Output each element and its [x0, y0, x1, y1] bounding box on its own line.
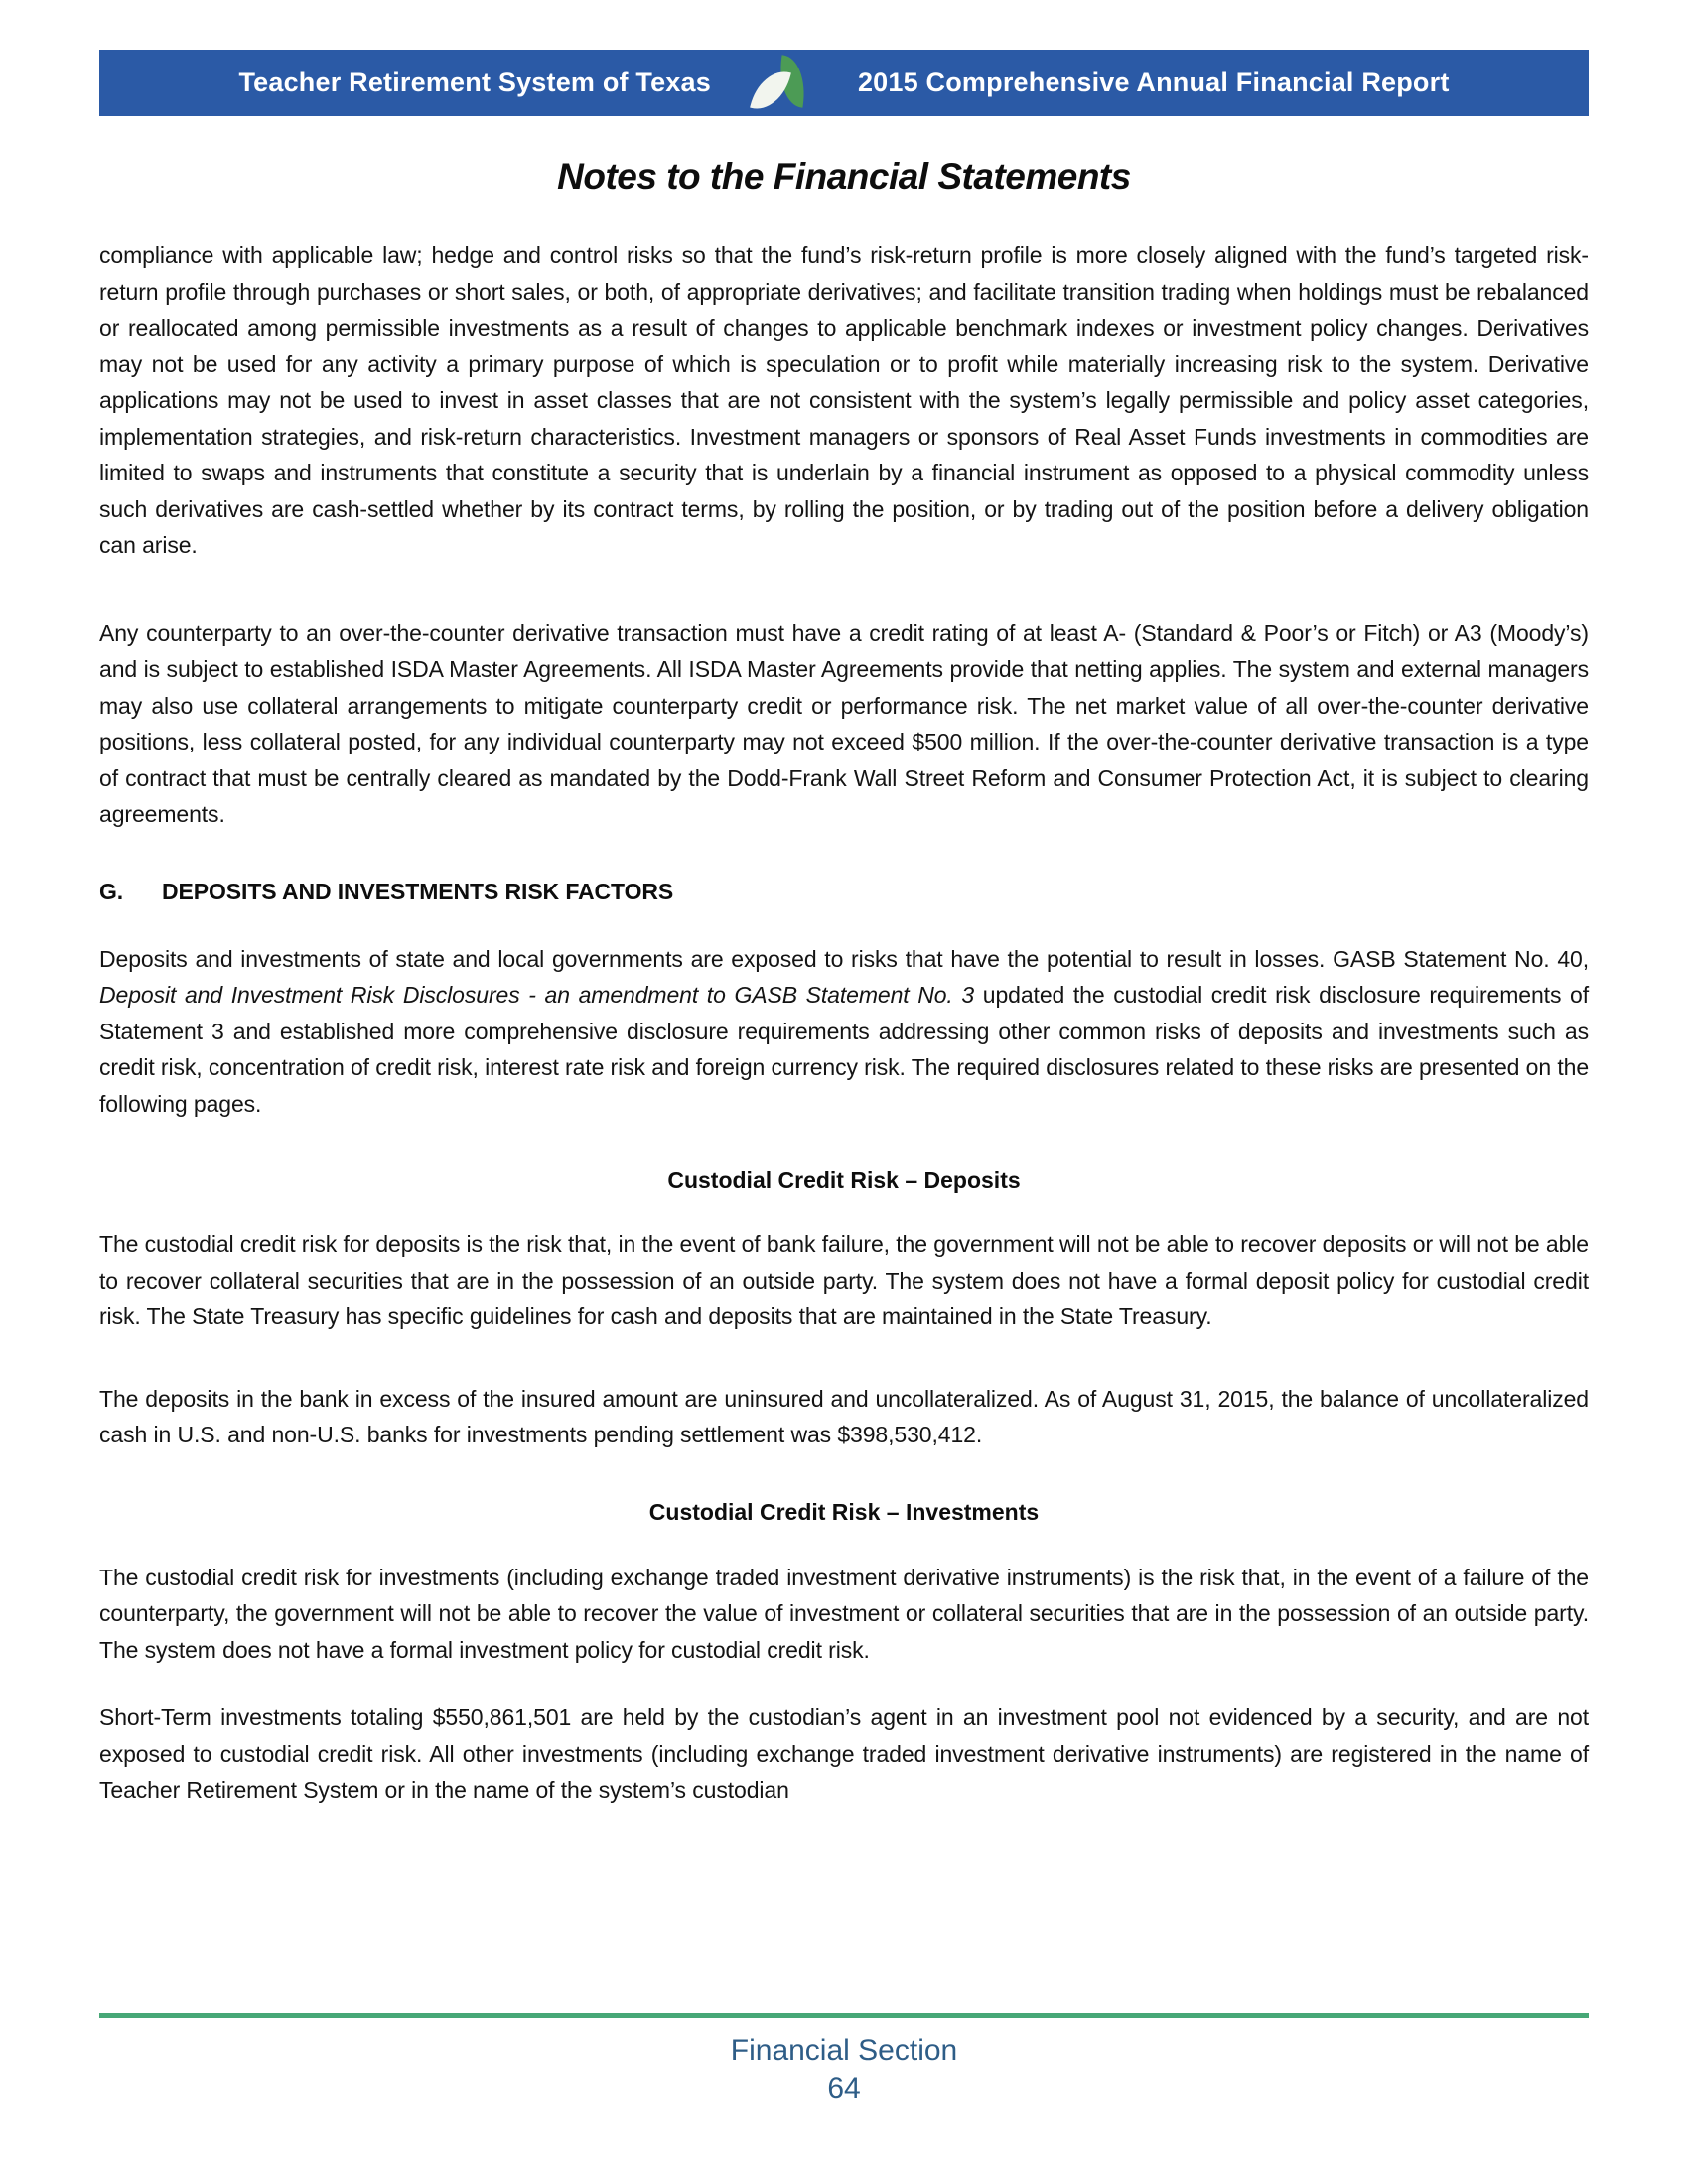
- paragraph-gasb-statement-40: [99, 941, 1589, 1123]
- paragraph-counterparty-credit-rating: Any counterparty to an over-the-counter derivative transaction must have a credit rating of at least A- (Standard & Poor’s or Fitch) or A3 (Moody’s) and is subject to established ISDA Master Agreements. All ISDA Master Agreements provide that netting applies. The system and external managers may also use collateral arrangements to mitigate counterparty credit or performance risk. The net market value of all over-the-counter derivative positions, less collateral posted, for any individual counterparty may not exceed $500 million. If the over-the-counter derivative transaction is a type of contract that must be centrally cleared as mandated by the Dodd-Frank Wall Street Reform and Consumer Protection Act, it is subject to clearing agreements.: [99, 619, 1589, 827]
- trs-leaf-logo-icon: [753, 55, 816, 116]
- subheading-custodial-credit-risk-deposits: Custodial Credit Risk – Deposits: [667, 1167, 1021, 1193]
- gasb-text-after: updated the custodial credit risk disclosure requirements of Statement 3 and established more comprehensive disclosure requirements addressing other common risks of deposits and investments such as credit risk, concentration of credit risk, interest rate risk and foreign currency risk. The required disclosures related to these risks are presented on the following pages.: [99, 982, 1590, 1117]
- footer-divider-line: [99, 2013, 1589, 2018]
- footer-section-label: Financial Section: [730, 2034, 958, 2067]
- page-title: Notes to the Financial Statements: [557, 156, 1131, 197]
- paragraph-uninsured-deposits: The deposits in the bank in excess of the insured amount are uninsured and uncollateralized. As of August 31, 2015, the balance of uncollateralized cash in U.S. and non-U.S. banks for investments pending settlement was $398,530,412.: [99, 1385, 1589, 1447]
- gasb-statement-italic-title: Deposit and Investment Risk Disclosures - an amendment to GASB Statement No. 3: [99, 982, 975, 1008]
- paragraph-derivatives-compliance: compliance with applicable law; hedge and control risks so that the fund’s risk-return profile is more closely aligned with the fund’s targeted risk-return profile through purchases or short sales, or both, of appropriate derivatives; and facilitate transition trading when holdings must be rebalanced or reallocated among permissible investments as a result of changes to applicable benchmark indexes or investment policy changes. Derivatives may not be used for any activity a primary purpose of which is speculation or to profit while materially increasing risk to the system. Derivative applications may not be used to invest in asset classes that are not consistent with the system’s legally permissible and policy asset categories, implementation strategies, and risk-return characteristics. Investment managers or sponsors of Real Asset Funds investments in commodities are limited to swaps and instruments that constitute a security that is underlain by a financial instrument as opposed to a physical commodity unless such derivatives are cash-settled whether by its contract terms, by rolling the position, or by trading out of the position before a delivery obligation can arise.: [99, 242, 1589, 558]
- header-report-title: 2015 Comprehensive Annual Financial Report: [857, 68, 1450, 97]
- header-org-title: Teacher Retirement System of Texas: [238, 68, 711, 97]
- paragraph-short-term-investments: Short-Term investments totaling $550,861,501 are held by the custodian’s agent in an investment pool not evidenced by a security, and are not exposed to custodial credit risk. All other investments (including exchange traded investment derivative instruments) are registered in the name of Teacher Retirement System or in the name of the system’s custodian: [99, 1705, 1589, 1803]
- section-letter-label: G.: [99, 878, 124, 904]
- report-header-bar: [99, 50, 1589, 116]
- footer-page-number: 64: [827, 2072, 861, 2105]
- gasb-text-before: Deposits and investments of state and local governments are exposed to risks that have the potential to result in losses. GASB Statement No. 40,: [99, 945, 1589, 972]
- paragraph-deposit-custodial-risk: The custodial credit risk for deposits is the risk that, in the event of bank failure, the government will not be able to recover deposits or will not be able to recover collateral securities that are in the possession of an outside party. The system does not have a formal deposit policy for custodial credit risk. The State Treasury has specific guidelines for cash and deposits that are maintained in the State Treasury.: [99, 1231, 1589, 1329]
- subheading-custodial-credit-risk-investments: Custodial Credit Risk – Investments: [648, 1498, 1040, 1525]
- paragraph-investment-custodial-risk: The custodial credit risk for investments (including exchange traded investment derivative instruments) is the risk that, in the event of a failure of the counterparty, the government will not be able to recover the value of investment or collateral securities that are in the possession of an outside party. The system does not have a formal investment policy for custodial credit risk.: [99, 1564, 1589, 1663]
- page-footer: [99, 2013, 1589, 2108]
- section-heading-text: DEPOSITS AND INVESTMENTS RISK FACTORS: [162, 878, 674, 904]
- section-heading-g: [99, 879, 1589, 905]
